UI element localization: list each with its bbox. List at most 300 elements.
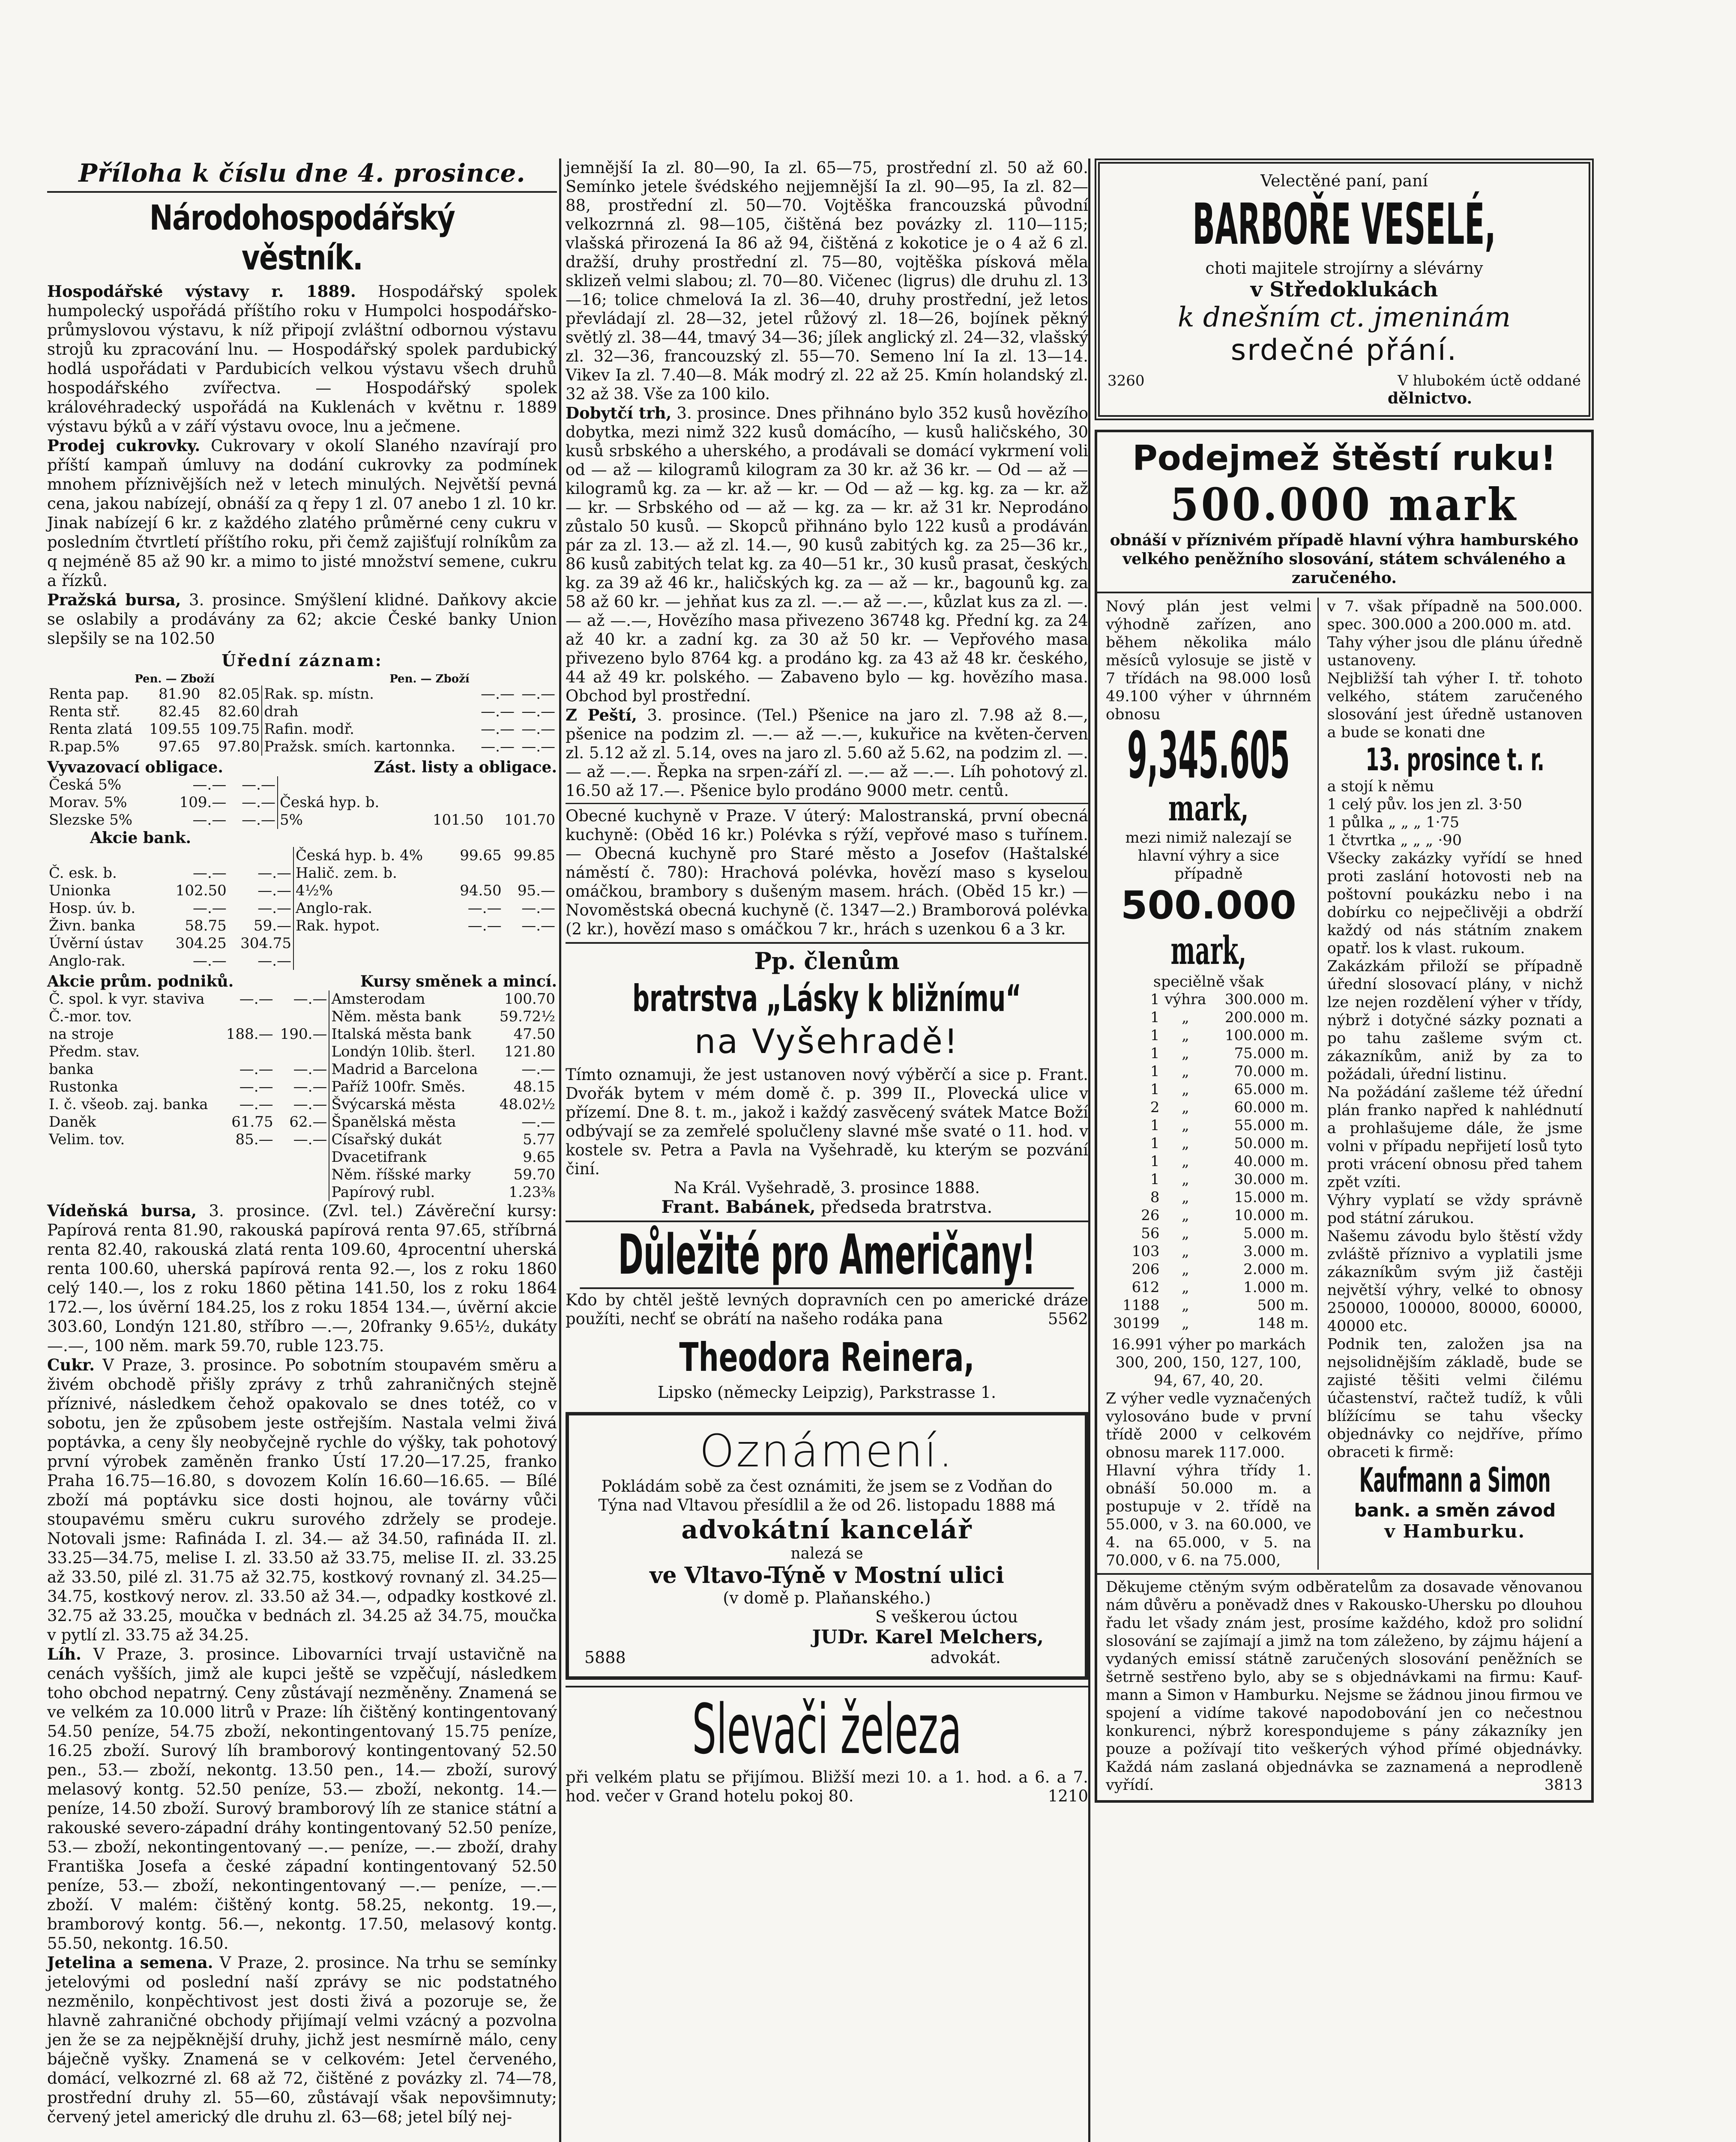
quote-cell: Rak. sp. místn.: [262, 685, 476, 703]
quote-cell: [503, 865, 557, 882]
ad-office: advokátní kancelář: [681, 1515, 973, 1545]
prize-cell: „: [1182, 1099, 1189, 1116]
quote-table: [47, 685, 557, 756]
quote-row: [47, 794, 557, 811]
article-text: 3. prosince. (Zvl. tel.) Závěreční kursy: Papírová renta 81.90, rakouská papírová renta 97.65, stříbrná renta 82.40, rakouská zlatá renta 109.60, 4procentní uherská renta 100.60, uherská papírová renta 92.—, los z roku 1860 celý 140.—, los z roku 1860 pětina 141.50, los z roku 1864 172.—, los úvěrní 184.25, los z roku 1854 134.—, úvěrní akcie 303.60, Londýn 121.80, stříbro —.—, 20franky 9.65½, dukáty —.—, 100 něm. mark 59.70, ruble 123.75.: [47, 1202, 557, 1355]
quote-cell: —.—: [481, 703, 515, 720]
quote-cell: [490, 1149, 494, 1166]
prize-row: [1106, 1026, 1311, 1044]
quote-row: [47, 776, 557, 794]
prize-row: [1106, 1278, 1311, 1296]
article-sugar-beet: [47, 436, 557, 590]
prize-cell: 75.000: [1234, 1045, 1285, 1062]
quote-cell: 304.75: [240, 935, 292, 952]
lottery-text: Zakázkám přiloží se případně úřední slosovací plány, v nichž lze nejen rozdělení výher v třídy, nýbrž i dotyčné sázky poznati a po tahu zašleme svým ct. zákazníkům, aniž by za to požádali, úřední listinu.: [1327, 958, 1583, 1083]
ad-code: 5562: [1048, 1310, 1088, 1328]
quote-cell: [275, 1166, 329, 1184]
quote-cell: 1.23⅜: [509, 1184, 555, 1201]
prize-cell: 50.000: [1234, 1135, 1285, 1152]
prize-cell: 1.000: [1243, 1279, 1285, 1296]
signature-name: Frant. Babánek,: [661, 1197, 816, 1217]
quote-cell: [228, 847, 293, 865]
prize-cell: „: [1182, 1243, 1189, 1260]
lottery-sum: 9,345.605: [1127, 718, 1290, 793]
lottery-text: Tahy výher jsou dle plánu úředně ustanoveny.: [1327, 634, 1583, 669]
supplement-header: Příloha k číslu dne 4. prosince.: [78, 159, 526, 188]
article-head: Z Peští,: [566, 706, 637, 724]
prize-cell: m.: [1290, 991, 1309, 1008]
ad-text: Pokládám sobě za čest oznámiti, že jsem se z Vodňan do Týna nad Vltavou přesídlil a že od 26. listopadu 1888 má: [598, 1477, 1056, 1514]
prize-cell: „: [1182, 1261, 1189, 1278]
quote-cell: 99.85: [513, 847, 555, 864]
quote-cell: [503, 935, 557, 952]
prize-row: [1106, 1296, 1311, 1314]
quote-cell: —.—: [293, 1061, 327, 1078]
article-pest: [566, 706, 1088, 800]
article-kitchens: Obecné kuchyně v Praze. V úterý: Malostranská, první obecná kuchyně: (Oběd 16 kr.) Polévka s rýží, vepřové maso s tuřínem. — Obecná kuchyně pro Staré město a Josefov (Haštalské náměstí č. 780): Hrachová polévka, hovězí maso s kyselou omáčkou, brambory s dušeným masem. hrách. (Oběd 15 kr.) — Novoměstská obecná kuchyně (č. 1347—2.) Bramborová polévka (2 kr.), hovězí maso s omáčkou 7 kr., hrách s uzenkou 6 a 3 kr.: [566, 807, 1088, 938]
prize-row: [1106, 1314, 1311, 1332]
quote-cell: 82.05: [218, 685, 260, 703]
quote-cell: —.—: [242, 794, 275, 811]
quote-cell: [414, 794, 485, 811]
quote-cell: 82.60: [218, 703, 260, 720]
article-text: Hospodářský spolek humpolecký uspořádá příštího roku v Humpolci hospodářsko-průmyslovou výstavu, k níž připojí zvláštní odbornou výstavu strojů ku zpracování lnu. — Hospodářský spolek pardubický hodlá uspořádati v Pardubicích velkou výstavu všech druhů hospodářského zvířectva. — Hospodářský spolek královéhradecký uspořádá na Kuklenách v květnu r. 1889 výstavu býků a v září výstavu ovoce, lnu a ječmene.: [47, 282, 557, 436]
lottery-mark: mark,: [1168, 788, 1249, 829]
quote-cell: Papírový rubl.: [329, 1184, 490, 1201]
quote-cell: 4½%: [293, 882, 449, 900]
quote-row: [47, 1061, 557, 1078]
quote-cell: —.—: [481, 685, 515, 703]
quote-cell: [490, 1184, 494, 1201]
quote-row: [47, 935, 557, 952]
quote-cell: [485, 776, 557, 794]
column-ads: [1095, 159, 1594, 1809]
lottery-left: [1106, 598, 1319, 1570]
article-head: Líh.: [47, 1645, 81, 1663]
greeting-line: choti majitele strojírny a slévárny: [1205, 259, 1483, 278]
lottery-price: 1 čtvrtka „ „ „ ·90: [1327, 832, 1462, 849]
quote-cell: —.—: [521, 917, 555, 934]
quote-cell: [490, 1061, 494, 1078]
prize-cell: 30.000: [1234, 1171, 1285, 1188]
prize-cell: m.: [1290, 1261, 1309, 1278]
prize-cell: m.: [1290, 1189, 1309, 1206]
ad-text-body: Kdo by chtěl ještě levných dopravních cen po americké dráze použíti, nechť se obrátí na našeho rodáka pana: [566, 1291, 1088, 1328]
quote-cell: Paříž 100fr. Směs.: [329, 1078, 490, 1096]
quote-table: [47, 776, 557, 829]
prize-cell: 3.000: [1243, 1243, 1285, 1260]
prize-cell: 56: [1141, 1225, 1160, 1242]
greeting-line: v Středoklukách: [1250, 278, 1438, 302]
prize-cell: 1: [1150, 1063, 1160, 1080]
quote-cell: [490, 1166, 494, 1184]
quote-cell: Daněk: [49, 1113, 96, 1131]
quote-cell: —.—: [192, 900, 227, 917]
quote-cell: [275, 1184, 329, 1201]
quote-cell: 61.75: [231, 1113, 273, 1131]
lottery-date: 13. prosince t. r.: [1365, 742, 1544, 778]
prize-cell: 2: [1150, 1099, 1160, 1116]
quote-cell: —.—: [257, 882, 292, 899]
greeting-from: dělnictvo.: [1388, 389, 1472, 407]
prize-cell: 200.000: [1225, 1009, 1285, 1026]
quote-cell: [221, 1166, 275, 1184]
prize-cell: m.: [1290, 1279, 1309, 1296]
greeting-line: k dnešním ct. jmeninám: [1177, 302, 1511, 333]
prize-cell: 70.000: [1234, 1063, 1285, 1080]
prize-cell: výhra: [1164, 991, 1206, 1008]
quote-cell: —.—: [293, 1078, 327, 1095]
quote-cell: Dvacetifrank: [329, 1149, 490, 1166]
quote-row: [47, 900, 557, 917]
lottery-intro: obnáší v příznivém případě hlavní výhra hamburského velkého peněžního slosování, státem schváleného a zaručeného.: [1110, 531, 1579, 587]
article-text: 3. prosince. (Tel.) Pšenice na jaro zl. 7.98 až 8.—, pšenice na podzim zl. —.— až —.—, kukuřice na květen-červen zl. 5.12 až zl. 5.14, oves na jaro zl. 5.60 až 5.62, na podzim zl. —.— až —.—. Řepka na srpen-září zl. —.— až —.—. Líh pohotový zl. 16.50 až 17.—. Pšenice bylo prodáno 9000 metr. centů.: [566, 706, 1088, 800]
quote-cell: [164, 847, 228, 865]
prize-cell: m.: [1290, 1081, 1309, 1098]
prize-cell: „: [1182, 1009, 1189, 1026]
quote-cell: —.—: [521, 1061, 555, 1078]
price-col-heads: [47, 673, 557, 685]
quote-cell: [414, 776, 485, 794]
article-bourse: [47, 590, 557, 648]
ad-name: Theodora Reinera,: [679, 1334, 975, 1380]
prize-cell: „: [1182, 1153, 1189, 1170]
prize-row: [1106, 990, 1311, 1008]
divider: [566, 942, 1088, 944]
quote-cell: na stroje: [49, 1026, 114, 1043]
lottery-text: Podnik ten, založen jsa na nejsolidnějším základě, bude se zajisté těšiti velmi čilému účastenství, račtež tudíž, k vůli blížícímu se tahu všecky objednávky co nejdříve, přímo obraceti k firmě:: [1327, 1336, 1583, 1461]
quote-row: [47, 1096, 557, 1113]
lottery-text: Hlavní výhra třídy 1. obnáší 50.000 m. a postupuje v 2. třídě na 55.000, v 3. na 60.000, ve 4. na 65.000, v 5. na 70.000, v 6. na 75.000,: [1106, 1462, 1311, 1569]
prize-cell: m.: [1290, 1243, 1309, 1260]
prize-row: [1106, 1098, 1311, 1116]
quote-cell: Pražsk. smích. kartonnka.: [262, 738, 476, 756]
lottery-columns: [1106, 598, 1583, 1570]
prize-cell: m.: [1290, 1297, 1309, 1314]
ad-code: 3260: [1107, 372, 1145, 389]
quote-cell: [221, 1008, 275, 1026]
lottery-firm: Kaufmann a Simon: [1359, 1461, 1551, 1500]
prize-cell: 1: [1150, 1009, 1160, 1026]
signature-role: předseda bratrstva.: [821, 1197, 993, 1217]
divider: [566, 1686, 1088, 1687]
section-title: Národohospodářský věstník.: [149, 198, 455, 278]
price-col-head: Pen. — Zboží: [389, 673, 470, 685]
quote-cell: Živn. banka: [49, 917, 136, 934]
quote-cell: 81.90: [159, 685, 201, 703]
ad-title: Oznámení.: [699, 1425, 955, 1477]
quote-cell: 188.—: [226, 1026, 273, 1043]
prize-row: [1106, 1134, 1311, 1152]
quote-cell: 48.15: [513, 1078, 555, 1095]
quote-cell: —.—: [293, 990, 327, 1008]
quote-row: [47, 847, 557, 865]
prize-cell: m.: [1290, 1063, 1309, 1080]
prize-cell: 103: [1131, 1243, 1160, 1260]
quote-row: [47, 811, 557, 829]
lottery-text: Výhry vyplatí se vždy správně pod státní zárukou.: [1327, 1192, 1583, 1227]
quote-cell: [490, 1008, 494, 1026]
quote-cell: 82.45: [159, 703, 201, 720]
prize-cell: 55.000: [1234, 1117, 1285, 1134]
prize-cell: m.: [1290, 1207, 1309, 1224]
quote-row: [47, 685, 557, 703]
quote-table: [47, 847, 557, 970]
quote-cell: Rustonka: [49, 1078, 118, 1095]
quote-cell: Česká 5%: [49, 776, 122, 793]
column-economics: [47, 159, 557, 2127]
quote-cell: —.—: [521, 738, 555, 755]
ad-title: Slevači železa: [692, 1689, 962, 1769]
quote-cell: [449, 865, 503, 882]
prize-cell: 1: [1150, 991, 1160, 1008]
divider: [47, 191, 557, 193]
quote-cell: 62.—: [289, 1113, 327, 1131]
prize-cell: m.: [1290, 1009, 1309, 1026]
ad-located: nalezá se: [790, 1545, 863, 1562]
quote-cell: R.pap.5%: [49, 738, 120, 755]
ad-greeting: Pp. členům: [754, 947, 900, 975]
quote-cell: Úvěrní ústav: [49, 935, 144, 952]
price-col-head: Pen. — Zboží: [135, 673, 215, 685]
divider: [566, 1221, 1088, 1222]
prize-row: [1106, 1044, 1311, 1062]
ad-code: 5888: [584, 1648, 626, 1667]
subhead: Kursy směnek a mincí.: [360, 972, 557, 990]
quote-cell: 5.77: [523, 1131, 555, 1148]
quote-cell: Morav. 5%: [49, 794, 127, 811]
ad-foundry: [566, 1691, 1088, 1806]
prize-cell: „: [1182, 1063, 1189, 1080]
quote-cell: I. č. všeob. zaj. banka: [49, 1096, 208, 1113]
quote-cell: 109.75: [209, 721, 260, 738]
ad-text-body: při velkém platu se přijímou. Bližší mezi 10. a 1. hod. a 6. a 7. hod. večer v Grand hotelu pokoj 80.: [566, 1768, 1088, 1805]
lottery-thanks: [1106, 1578, 1583, 1794]
ad-footer: [584, 1648, 1069, 1667]
quote-cell: Halič. zem. b.: [293, 865, 449, 882]
quote-cell: 99.65: [460, 847, 502, 864]
official-record-title: Úřední záznam:: [221, 651, 383, 670]
quote-cell: Unionka: [49, 882, 111, 899]
quote-cell: 101.50: [432, 811, 484, 829]
quote-cell: [47, 847, 164, 865]
quote-cell: —.—: [467, 917, 502, 934]
prize-cell: 26: [1141, 1207, 1160, 1224]
subhead: Akcie bank.: [90, 829, 192, 847]
quote-cell: [275, 1149, 329, 1166]
prize-cell: 40.000: [1234, 1153, 1285, 1170]
quote-cell: Č.-mor. tov.: [49, 1008, 132, 1025]
lottery-prize: 500.000 mark: [1170, 478, 1518, 531]
article-head: Dobytčí trh,: [566, 404, 672, 422]
prize-cell: 2.000: [1243, 1261, 1285, 1278]
quote-cell: 97.80: [218, 738, 260, 755]
lottery-main: 500.000: [1120, 883, 1296, 928]
lottery-text: 16.991 výher po markách 300, 200, 150, 127, 100, 94, 67, 40, 20.: [1111, 1336, 1306, 1389]
ad-brotherhood: [566, 947, 1088, 1217]
divider: [1097, 1573, 1591, 1575]
prize-cell: 612: [1131, 1279, 1160, 1296]
lottery-price: 1 celý pův. los jen zl. 3·50: [1327, 796, 1522, 813]
column-rule: [1088, 159, 1090, 2142]
ad-text: [566, 1291, 1088, 1328]
quote-cell: 58.75: [185, 917, 227, 934]
prize-cell: m.: [1290, 1315, 1309, 1332]
prize-cell: m.: [1290, 1135, 1309, 1152]
prize-cell: 65.000: [1234, 1081, 1285, 1098]
quote-cell: Renta zlatá: [49, 721, 133, 738]
quote-cell: —.—: [192, 776, 227, 793]
quote-cell: drah: [262, 703, 476, 721]
prize-table: [1106, 990, 1311, 1332]
prize-cell: m.: [1290, 1099, 1309, 1116]
prize-row: [1106, 1188, 1311, 1206]
quote-cell: 47.50: [513, 1026, 555, 1043]
quote-cell: Velim. tov.: [49, 1131, 125, 1148]
quote-cell: Londýn 10lib. šterl.: [329, 1043, 490, 1061]
prize-cell: „: [1182, 1117, 1189, 1134]
quote-cell: Č. esk. b.: [49, 865, 117, 882]
quote-cell: Č. spol. k vyr. staviva: [49, 990, 205, 1008]
prize-cell: 100.000: [1225, 1027, 1285, 1044]
quote-cell: 85.—: [235, 1131, 273, 1148]
article-exhibitions: [47, 282, 557, 436]
quote-table: [47, 990, 557, 1201]
prize-row: [1106, 1224, 1311, 1242]
prize-cell: „: [1182, 1027, 1189, 1044]
quote-cell: —.—: [467, 900, 502, 917]
quote-row: [47, 1008, 557, 1026]
quote-cell: —.—: [521, 900, 555, 917]
quote-cell: 9.65: [523, 1149, 555, 1166]
prize-cell: „: [1182, 1225, 1189, 1242]
quote-cell: [449, 952, 503, 970]
greeting-from: V hlubokém úctě oddané: [1398, 372, 1581, 389]
ad-house: (v domě p. Plaňanského.): [723, 1589, 931, 1607]
quote-row: [47, 1078, 557, 1096]
quote-row: [47, 1026, 557, 1043]
lottery-head: Podejmež štěstí ruku!: [1132, 438, 1556, 478]
lottery-thanks-text: Děkujeme ctěným svým odběratelům za dosavade věnovanou nám důvěru a poněvadž dnes v Rakousko-Uhersku po dlouhou řadu let všady znám jest, prosíme každého, kdož pro solidní slosování se zajímají a jimž na tom záleženo, by zájmu hájení a vydaných emissí státně zaručených slosování peněžních se šetrně sestřeno bylo, aby se s objednávkami na firmu: Kauf-mann a Simon v Hamburku. Nejsme se žádnou jinou firmou ve spojení a vidíme takové napodobování jen co nečestnou konkurenci, nýbrž korespondujeme s pány zákazníky jen pouze a požívají tito veškerých výhod přímé objednávky. Každá nám zaslaná objednávka se zaznamená a neprodleně vyřídí.: [1106, 1579, 1583, 1794]
prize-cell: 10.000: [1234, 1207, 1285, 1224]
quote-cell: [490, 1131, 494, 1149]
quote-cell: [490, 1026, 494, 1043]
quote-cell: banka: [49, 1061, 94, 1078]
quote-row: [47, 952, 557, 970]
prize-cell: m.: [1290, 1027, 1309, 1044]
prize-cell: „: [1182, 1171, 1189, 1188]
divider: [1097, 592, 1591, 593]
quote-row: [47, 865, 557, 882]
lottery-special: speciělně však: [1153, 973, 1264, 990]
quote-cell: Slezske 5%: [49, 811, 133, 829]
quote-row: [47, 1113, 557, 1131]
quote-cell: 95.—: [517, 882, 555, 899]
prize-row: [1106, 1062, 1311, 1080]
quote-row: [47, 990, 557, 1008]
quote-cell: [275, 1043, 329, 1061]
prize-row: [1106, 1206, 1311, 1224]
quote-cell: —.—: [239, 990, 273, 1008]
ad-text: [566, 1768, 1088, 1806]
prize-cell: 1: [1150, 1045, 1160, 1062]
quote-cell: 101.70: [504, 811, 555, 829]
quote-cell: [485, 794, 557, 811]
quote-cell: —.—: [242, 811, 275, 829]
prize-cell: 300.000: [1225, 991, 1285, 1008]
quote-cell: Hosp. úv. b.: [49, 900, 136, 917]
article-head: Prodej cukrovky.: [47, 436, 201, 455]
quote-cell: Švýcarská města: [329, 1096, 490, 1113]
prize-cell: m.: [1290, 1225, 1309, 1242]
lottery-text: Nový plán jest velmi výhodně zařízen, ano během několika málo měsíců vylosuje se jistě v 7 třídách na 98.000 losů 49.100 výher v úhrnném obnosu: [1106, 598, 1311, 723]
ad-title: Důležité pro Američany!: [580, 1223, 1074, 1289]
lottery-text: a stojí k němu: [1327, 778, 1434, 795]
quote-cell: 109.55: [149, 721, 201, 738]
lottery-text: Všecky zakázky vyřídí se hned proti zaslání hotovosti neb na poštovní poukázku nebo i na dobírku co nejpečlivěji a obdrží každý od nás státním znakem opatř. los k vlast. rukoum.: [1327, 850, 1583, 957]
lottery-text: mezi nimiž nalezají se hlavní výhry a sice případně: [1125, 829, 1292, 883]
lottery-right: [1327, 598, 1583, 1570]
article-spirit: [47, 1645, 557, 1953]
quote-cell: —.—: [521, 1113, 555, 1131]
article-text: V Praze, 3. prosince. Libovarníci trvají ustavičně na cenách vyšších, jimž ale kupci ještě se vzpěčují, následkem toho obchod nepatrný. Ceny zůstávají nezměněny. Znamená se ve velkém za 10.000 litrů v Praze: líh čištěný kontingentovaný 54.50 peníze, 54.75 zboží, nekontingentovaný 15.75 peníze, 16.25 zboží. Surový líh bramborový kontingentovaný 52.50 pen., 53.— zboží, nekontg. 13.50 pen., 14.— zboží, surový melasový kontg. 52.50 peníze, 53.— zboží, nekontg. 14.— peníze, 14.50 zboží. Surový bramborový líh ze stanice státní a rakouské severo-západní dráhy kontingentovaný 52.50 peníze, 53.— zboží, nekontingentovaný —.— peníze, —.— zboží, drahy Františka Josefa a české západní kontingentovaný 52.50 peníze, 53.— zboží, nekontingentovaný —.— peníze, —.— zboží. V malém: čištěný kontg. 58.25, nekontg. 19.—, bramborový kontg. 56.—, nekontg. 17.50, melasový kontg. 55.50, nekontg. 16.50.: [47, 1645, 557, 1953]
quote-cell: —.—: [481, 738, 515, 755]
quote-cell: Císařský dukát: [329, 1131, 490, 1149]
quote-cell: —.—: [242, 776, 275, 793]
quote-subheads: [47, 972, 557, 990]
article-head: Cukr.: [47, 1355, 95, 1374]
quote-cell: 94.50: [460, 882, 502, 899]
prize-cell: 1188: [1122, 1297, 1160, 1314]
quote-cell: [275, 1008, 329, 1026]
quote-cell: [278, 776, 414, 794]
ad-lawyer: [566, 1412, 1088, 1680]
prize-cell: „: [1182, 1315, 1189, 1332]
ad-subtitle: na Vyšehradě!: [694, 1023, 960, 1061]
quote-cell: Česká hyp. b. 4%: [293, 847, 449, 865]
quote-cell: —.—: [293, 1096, 327, 1113]
prize-cell: m.: [1290, 1171, 1309, 1188]
greeting-footer: [1107, 372, 1581, 389]
quote-cell: 100.70: [504, 990, 555, 1008]
prize-cell: 1: [1150, 1153, 1160, 1170]
quote-cell: Rafin. modř.: [262, 721, 476, 738]
ad-greeting-card: [1095, 159, 1594, 420]
quote-cell: —.—: [239, 1061, 273, 1078]
lottery-firm-sub: bank. a směn závod: [1354, 1500, 1556, 1521]
article-vienna: [47, 1201, 557, 1355]
ad-role: advokát.: [930, 1648, 1001, 1667]
quote-cell: [490, 990, 494, 1008]
ad-america: [566, 1223, 1088, 1402]
quote-cell: 59.—: [253, 917, 292, 934]
article-text: 3. prosince. Smýšlení klidné. Daňkovy akcie se oslabily a prodávány za 62; akcie České banky Union slepšily se na 102.50: [47, 591, 557, 648]
quote-cell: 48.02½: [499, 1096, 555, 1113]
quote-cell: —.—: [257, 952, 292, 969]
quote-cell: [490, 1096, 494, 1113]
quote-cell: Předm. stav.: [49, 1043, 140, 1060]
greeting-name: BARBOŘE VESELÉ,: [1192, 191, 1496, 257]
prize-cell: 5.000: [1243, 1225, 1285, 1242]
prize-cell: 15.000: [1234, 1189, 1285, 1206]
quote-cell: —.—: [257, 900, 292, 917]
prize-cell: m.: [1290, 1153, 1309, 1170]
quote-row: [47, 882, 557, 900]
ad-place: Na Král. Vyšehradě, 3. prosince 1888.: [673, 1179, 980, 1197]
quote-cell: [293, 935, 449, 952]
prize-cell: m.: [1290, 1117, 1309, 1134]
prize-cell: 500: [1257, 1297, 1285, 1314]
